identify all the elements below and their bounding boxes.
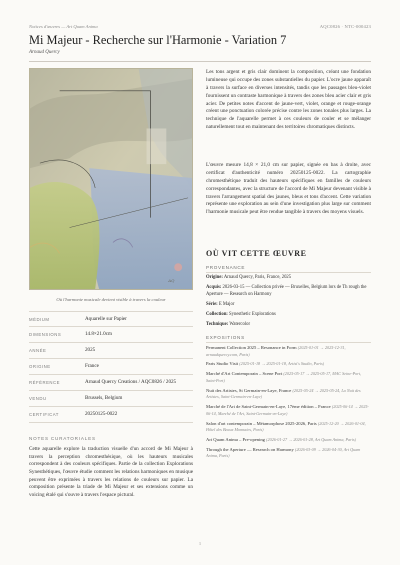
meta-key: RÉFÉRENCE — [29, 380, 61, 385]
meta-row — [29, 311, 193, 327]
meta-value: Aquarelle sur Papier — [85, 315, 127, 322]
provenance-value: 2026-03-15 — Collection privée — Bruxelles, Belgium lors de Th rough the Aperture — Research on Harmony — [206, 285, 367, 297]
provenance-item — [206, 275, 371, 282]
exposition-title: Permanent Collection 2025 – Resonance in Form — [206, 345, 297, 350]
artwork-caption: Où l'harmonie musicale devient visible à travers la couleur — [56, 297, 166, 302]
provenance-label: Série: — [206, 301, 218, 307]
provenance-value: Arnaud Quercy, Paris, France, 2025 — [223, 275, 292, 280]
exposition-item — [206, 421, 371, 434]
description-paragraph-1: Les tons argent et gris clair dominent la composition, créant une fondation lumineuse qui occupe des zones substantielles du papier. L'ocre jaune apparaît à travers la surface en diverses intensités, tandis que les passages bleu-violet fournissent un contraste harmonique à travers des zones bleu acier clair et gris acier. De petites notes d'accent de jaune-vert, violet, orange et rouge-orange créent une ponctuation colorée précise contre les zones tonales plus larges. La technique de l'aquarelle permet à ces couleurs de couler et se mélanger naturellement tout en maintenant des territoires chromatiques distincts. — [206, 69, 371, 131]
exposition-item — [206, 437, 371, 444]
meta-value: Arnaud Quercy Creations / AQC0826 / 2025 — [85, 379, 177, 386]
description-paragraph-2: L'œuvre mesure 14,8 × 21,0 cm sur papier, signée en bas à droite, avec certificat d'authenticité numéro 20250125-0022. La cartographie chromesthétique traduit des hauteurs spécifiques en familles de couleurs correspondantes, avec la structure de l'accord de Mi Majeur devenant visible à travers l'arrangement spatial des jaunes, bleus et tons d'accent. Cette variation représente une exploration au sein d'une investigation plus large sur comment l'harmonie musicale peut être rendue tangible à travers des moyens visuels. — [206, 162, 371, 216]
exposition-item — [206, 345, 371, 358]
exposition-detail: (2026-03-09 → 2026-04-30, Art Quam Anima, Paris) — [206, 446, 361, 459]
exposition-detail: (2025-12-20 → 2026-01-04, Hôtel des Beaux Monnaies, Paris) — [206, 420, 366, 433]
provenance-item — [206, 322, 371, 329]
top-bar — [29, 24, 371, 29]
metadata-table — [29, 311, 193, 423]
exposition-item — [206, 447, 371, 460]
exposition-title: Art Quam Anima – Pre-opening — [206, 437, 265, 443]
exposition-detail: (2025-05-17 → 2025-05-17, MAC Seine-Port, Saint-Port) — [206, 371, 362, 383]
exposition-detail: (2025-06-14 → 2025-06-14, Marché de l'Art, Saint-Germain-en-Laye) — [206, 404, 369, 416]
provenance-label: Acquis: — [206, 285, 222, 290]
exposition-detail: (2026-01-27 → 2026-01-28, Art Quam Anima, Paris) — [266, 437, 356, 443]
meta-row — [29, 375, 193, 391]
exposition-detail: (2025-01-01 → 2025-12-31, arnaudquercy.com, Paris) — [206, 345, 346, 357]
provenance-label: Technique: — [206, 321, 229, 327]
meta-value: 14.8×21.0cm — [85, 331, 112, 338]
meta-value: 2025 — [85, 347, 96, 354]
exposition-title: Marché d'Art Contemporain – Scene Port — [206, 371, 283, 377]
artwork-image — [29, 68, 193, 290]
meta-row — [29, 327, 193, 343]
provenance-label: Origine: — [206, 275, 223, 280]
meta-key: ORIGINE — [29, 364, 51, 369]
exposition-title: Marché de l'Art de Saint-Germain-en-Laye, 17ème édition – France — [206, 404, 331, 410]
meta-value: 20250125-0022 — [85, 411, 118, 418]
provenance-item — [206, 312, 371, 319]
meta-value: France — [85, 363, 99, 370]
exposition-item — [206, 371, 371, 384]
expositions-heading: EXPOSITIONS — [206, 335, 371, 343]
expositions-list — [206, 345, 371, 463]
provenance-item — [206, 285, 371, 299]
exposition-item — [206, 361, 371, 368]
provenance-heading: PROVENANCE — [206, 265, 371, 273]
exposition-item — [206, 388, 371, 401]
series-label: Notices d'œuvres — Art Quam Anima — [29, 24, 98, 29]
watercolor-painting — [30, 69, 192, 289]
meta-row — [29, 343, 193, 359]
exposition-item — [206, 404, 371, 417]
exposition-title: Nuit des Artistes, St Germain-en-Laye, France — [206, 387, 292, 393]
curatorial-notes-text: Cette aquarelle explore la traduction visuelle d'un accord de Mi Majeur à travers la perception chromesthésique, où les hauteurs musicales correspondent à des couleurs spécifiques. Partie de la collection Explorations Synesthétiques, l'œuvre étudie comment les relations harmoniques en musique peuvent être exprimées à travers les relations de couleurs sur papier. La composition présente la triade de Mi Majeur et ses extensions comme un voicing étalé qui s'ouvre à travers l'espace pictural. — [29, 446, 193, 499]
meta-row — [29, 359, 193, 375]
meta-key: DIMENSIONS — [29, 332, 62, 337]
artist-name: Arnaud Quercy — [29, 50, 60, 55]
curatorial-notes-heading: NOTES CURATORIALES — [29, 436, 96, 441]
meta-row — [29, 407, 193, 423]
provenance-value: E Major — [218, 301, 235, 307]
meta-row — [29, 391, 193, 407]
provenance-value: Watercolor — [229, 321, 251, 327]
meta-key: CERTIFICAT — [29, 412, 59, 417]
provenance-label: Collection: — [206, 311, 228, 317]
meta-key: VENDU — [29, 396, 47, 401]
svg-text:AQ: AQ — [168, 278, 175, 284]
header-divider — [29, 61, 371, 62]
exposition-title: Paris Studio Visit — [206, 361, 239, 367]
exposition-detail: (2025-01-18 → 2025-01-18, Artist's Studio, Paris) — [239, 361, 325, 367]
reference-code: AQC0826 · NTC-000423 — [319, 24, 371, 29]
provenance-item — [206, 302, 371, 309]
page-number: 1 — [198, 541, 202, 546]
exposition-title: Through the Aperture — Research on Harmony — [206, 446, 294, 452]
meta-value: Brussels, Belgium — [85, 395, 123, 402]
exposition-detail: (2025-05-24 → 2025-05-24, La Nuit des Artistes, Saint-Germain-en-Laye) — [206, 387, 361, 400]
provenance-list — [206, 275, 371, 332]
page-title: Mi Majeur - Recherche sur l'Harmonie - Variation 7 — [29, 33, 287, 47]
exposition-title: Salon d'art contemporain – Métamorphose 2025-2026, Paris — [206, 420, 317, 426]
where-heading: OÙ VIT CETTE ŒUVRE — [206, 249, 307, 258]
meta-key: ANNÉE — [29, 348, 47, 353]
meta-key: MÉDIUM — [29, 316, 50, 322]
provenance-value: Synesthetic Explorations — [229, 311, 276, 317]
